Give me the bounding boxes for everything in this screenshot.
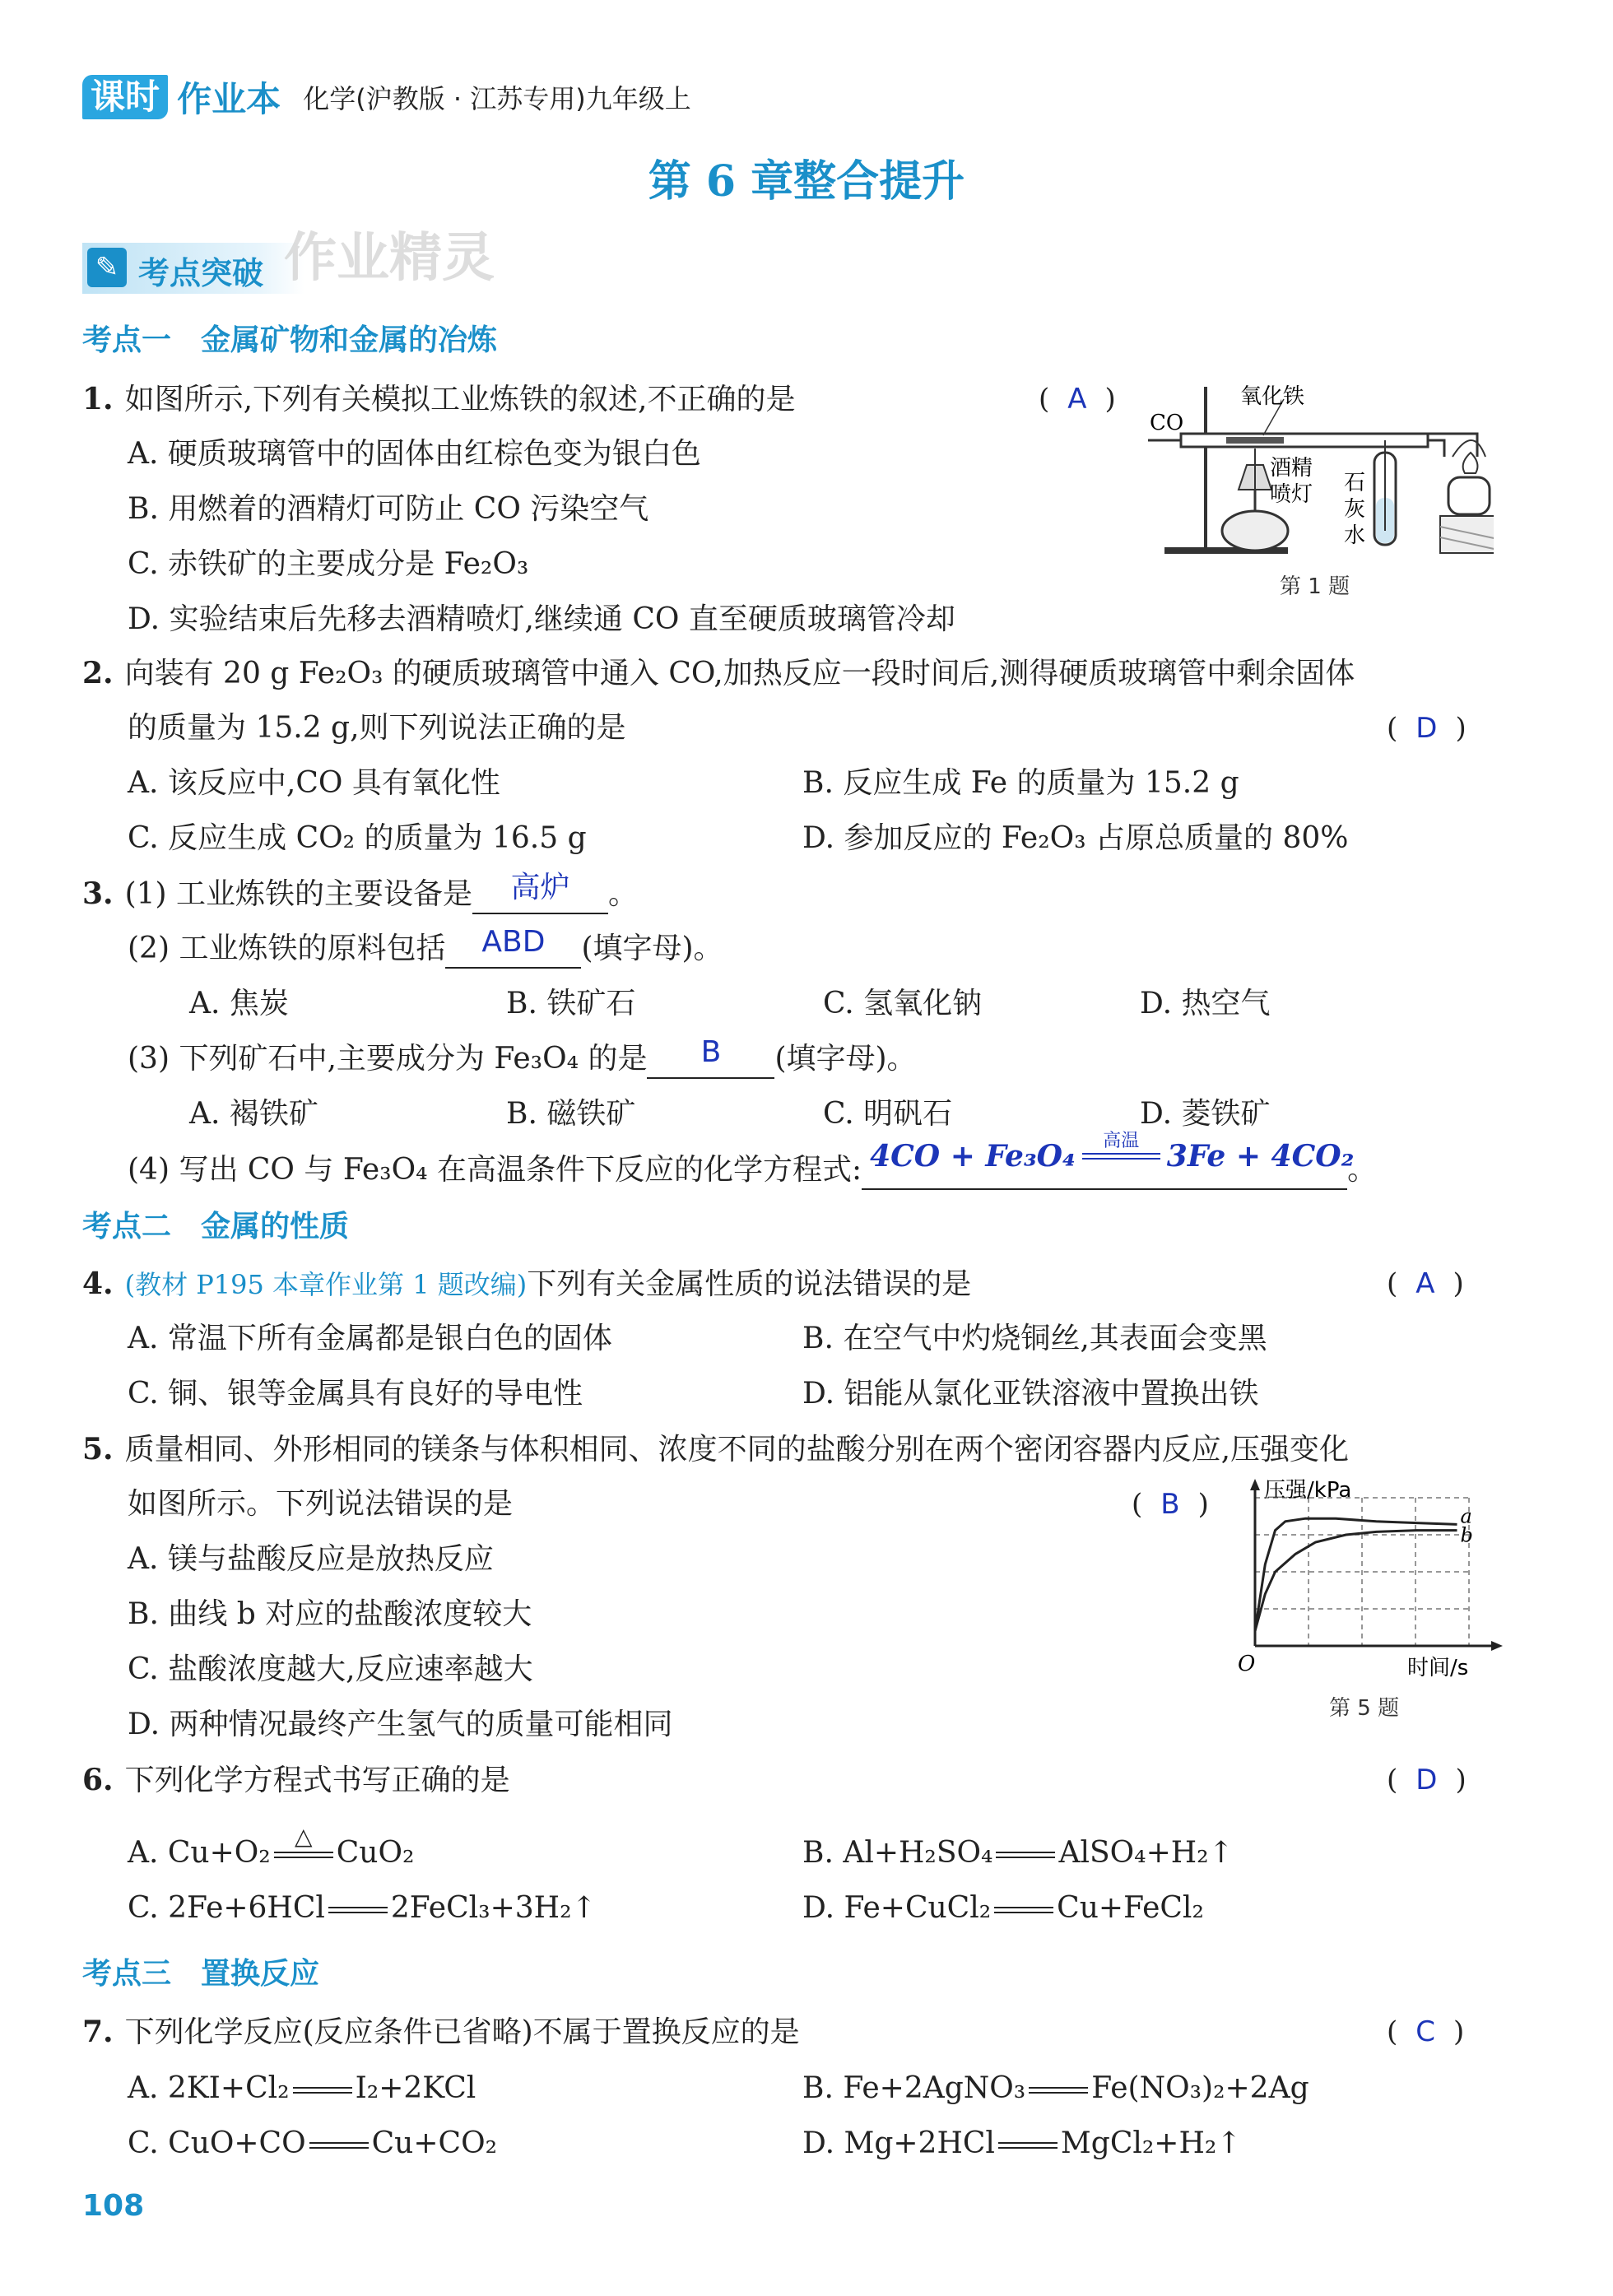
- q5-option-c: C. 盐酸浓度越大,反应速率越大: [128, 1652, 533, 1686]
- q5-option-d: D. 两种情况最终产生氢气的质量可能相同: [128, 1708, 673, 1741]
- fig1-label-lamp1: 酒精: [1270, 456, 1313, 481]
- q2-stem-2: 的质量为 15.2 g,则下列说法正确的是: [128, 711, 626, 745]
- page-title: 第 6 章整合提升: [648, 156, 965, 207]
- q6-option-c: C. 2Fe+6HCl 2FeCl₃+3H₂↑: [128, 1891, 597, 1925]
- q1-option-c: C. 赤铁矿的主要成分是 Fe₂O₃: [128, 547, 529, 581]
- topic-heading-1: 考点一 金属矿物和金属的冶炼: [82, 323, 498, 357]
- q7-option-b: B. Fe+2AgNO₃ Fe(NO₃)₂+2Ag: [802, 2071, 1309, 2105]
- fig1-label-lime3: 水: [1344, 523, 1366, 548]
- header: [82, 72, 691, 122]
- q3-part1: 3. (1) 工业炼铁的主要设备是 高炉 。: [82, 876, 638, 914]
- q1-figure-caption: 第 1 题: [1280, 574, 1350, 599]
- q5-pressure-chart: [1234, 1477, 1506, 1683]
- q4-option-b: B. 在空气中灼烧铜丝,其表面会变黑: [802, 1322, 1267, 1355]
- q5-x-arrow: [1491, 1641, 1503, 1651]
- q2-answer-box: ( D ): [1387, 712, 1467, 745]
- q6-stem: 6. 下列化学方程式书写正确的是: [82, 1763, 510, 1797]
- q1-option-d: D. 实验结束后先移去酒精喷灯,继续通 CO 直至硬质玻璃管冷却: [128, 602, 955, 636]
- q4-option-a: A. 常温下所有金属都是银白色的固体: [128, 1322, 612, 1355]
- q1-option-a: A. 硬质玻璃管中的固体由红棕色变为银白色: [128, 437, 701, 471]
- q3-p3-option-d: D. 菱铁矿: [1140, 1097, 1271, 1131]
- q3-part3-answer: B: [700, 1035, 722, 1069]
- q6-answer-box: ( D ): [1387, 1764, 1467, 1796]
- fig1-label-iron-oxide: 氧化铁: [1240, 384, 1305, 409]
- watermark: 作业精灵: [284, 228, 495, 289]
- fig1-label-lamp2: 喷灯: [1270, 482, 1313, 507]
- q5-y-label: 压强/kPa: [1264, 1478, 1352, 1503]
- fig1-label-co: CO: [1150, 411, 1184, 435]
- q7-option-a: A. 2KI+Cl₂ I₂+2KCl: [128, 2071, 476, 2105]
- q3-part2: (2) 工业炼铁的原料包括 ABD (填字母)。: [128, 931, 723, 969]
- brand: 作业本: [177, 79, 281, 119]
- q3-p2-option-b: B. 铁矿石: [506, 987, 636, 1020]
- q1-option-b: B. 用燃着的酒精灯可防止 CO 污染空气: [128, 492, 649, 526]
- q1-stem: 1. 如图所示,下列有关模拟工业炼铁的叙述,不正确的是: [82, 382, 796, 416]
- q2-option-b: B. 反应生成 Fe 的质量为 15.2 g: [802, 766, 1239, 800]
- q5-option-a: A. 镁与盐酸反应是放热反应: [128, 1542, 494, 1576]
- topic-heading-3: 考点三 置换反应: [82, 1957, 320, 1991]
- q5-y-arrow: [1250, 1479, 1260, 1490]
- fig1-label-lime1: 石: [1344, 471, 1366, 495]
- q3-part2-answer: ABD: [481, 925, 546, 959]
- q2-option-c: C. 反应生成 CO₂ 的质量为 16.5 g: [128, 821, 587, 855]
- q5-x-label: 时间/s: [1407, 1656, 1469, 1680]
- q3-p2-option-c: C. 氢氧化钠: [823, 987, 983, 1020]
- q6-option-b: B. Al+H₂SO₄ AlSO₄+H₂↑: [802, 1836, 1234, 1870]
- q7-stem: 7. 下列化学反应(反应条件已省略)不属于置换反应的是: [82, 2015, 800, 2049]
- q5-stem-1: 5. 质量相同、外形相同的镁条与体积相同、浓度不同的盐酸分别在两个密闭容器内反应,压强变化: [82, 1432, 1350, 1466]
- q1-apparatus-figure: [1148, 374, 1494, 564]
- q5-origin-label: O: [1238, 1652, 1256, 1676]
- q2-option-a: A. 该反应中,CO 具有氧化性: [128, 766, 500, 800]
- q4-answer-box: ( A ): [1387, 1267, 1464, 1300]
- q7-answer-box: ( C ): [1387, 2015, 1465, 2048]
- q3-p3-option-c: C. 明矾石: [823, 1097, 953, 1131]
- page-number: 108: [82, 2189, 145, 2223]
- q3-part4: (4) 写出 CO 与 Fe₃O₄ 在高温条件下反应的化学方程式: 4CO + Fe₃O₄ 高温 3Fe + 4CO₂。: [128, 1151, 1377, 1190]
- q2-stem-1: 2. 向装有 20 g Fe₂O₃ 的硬质玻璃管中通入 CO,加热反应一段时间后,测得硬质玻璃管中剩余固体: [82, 656, 1355, 690]
- q1-answer-box: ( A ): [1039, 383, 1116, 416]
- pencil-icon: ✎: [87, 248, 127, 287]
- q5-figure-caption: 第 5 题: [1329, 1696, 1400, 1721]
- fig1-label-lime2: 灰: [1344, 497, 1366, 522]
- q6-option-a: A. Cu+O₂ △ CuO₂: [128, 1823, 415, 1870]
- section-banner: ✎ 考点突破: [82, 243, 304, 294]
- q4-stem: 4. (教材 P195 本章作业第 1 题改编)下列有关金属性质的说法错误的是: [82, 1267, 972, 1301]
- q4-option-c: C. 铜、银等金属具有良好的导电性: [128, 1377, 583, 1411]
- q3-p2-option-a: A. 焦炭: [189, 987, 289, 1020]
- logo: 课时: [82, 75, 168, 119]
- q3-p3-option-a: A. 褐铁矿: [189, 1097, 318, 1131]
- q7-option-c: C. CuO+CO Cu+CO₂: [128, 2126, 498, 2160]
- q5-series-label-b: b: [1460, 1523, 1473, 1547]
- q5-answer-box: ( B ): [1132, 1488, 1209, 1521]
- q4-option-d: D. 铝能从氯化亚铁溶液中置换出铁: [802, 1377, 1259, 1411]
- q6-option-d: D. Fe+CuCl₂ Cu+FeCl₂: [802, 1891, 1204, 1925]
- topic-heading-2: 考点二 金属的性质: [82, 1210, 350, 1243]
- q3-p2-option-d: D. 热空气: [1140, 987, 1271, 1020]
- q3-p3-option-b: B. 磁铁矿: [506, 1097, 636, 1131]
- q5-option-b: B. 曲线 b 对应的盐酸浓度较大: [128, 1597, 532, 1631]
- subject-line: 化学(沪教版 · 江苏专用)九年级上: [303, 83, 691, 114]
- q5-series-line-b: [1255, 1531, 1457, 1631]
- q3-part3: (3) 下列矿石中,主要成分为 Fe₃O₄ 的是 B (填字母)。: [128, 1041, 917, 1079]
- q2-option-d: D. 参加反应的 Fe₂O₃ 占原总质量的 80%: [802, 821, 1349, 855]
- q3-part4-answer: 4CO + Fe₃O₄ 高温 3Fe + 4CO₂: [870, 1131, 1355, 1174]
- q7-option-d: D. Mg+2HCl MgCl₂+H₂↑: [802, 2126, 1242, 2160]
- q5-stem-2: 如图所示。下列说法错误的是: [128, 1487, 514, 1521]
- q5-series-label-a: a: [1460, 1504, 1472, 1528]
- q3-part1-answer: 高炉: [510, 871, 570, 904]
